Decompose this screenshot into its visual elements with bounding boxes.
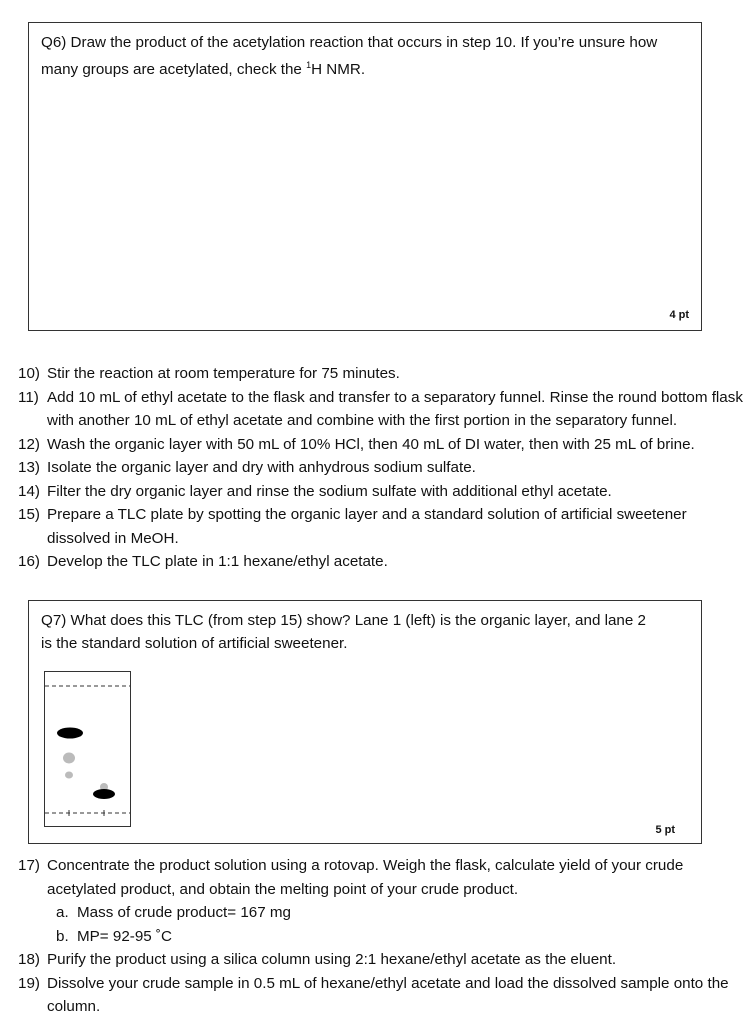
step-19: 19) Dissolve your crude sample in 0.5 mL of hexane/ethyl acetate and load the dissolved sample onto the column. [18,974,729,1015]
step-10: 10) Stir the reaction at room temperature for 75 minutes. [18,365,400,382]
q6-answer-box[interactable] [28,22,702,331]
q7-points: 5 pt [655,824,675,836]
procedure-steps-10-16 [18,362,744,574]
q6-points: 4 pt [669,309,689,321]
step-17b-melting-point: b. MP= 92-95 ˚C [56,927,172,945]
step-12: 12) Wash the organic layer with 50 mL of 10% HCl, then 40 mL of DI water, then with 25 mL of brine. [18,435,695,453]
step-17: 17) Concentrate the product solution using a rotovap. Weigh the flask, calculate yield of your crude acetylated product, and obtain the melting point of your crude product. [18,857,684,898]
tlc-plate-border [45,672,131,827]
step-16: 16) Develop the TLC plate in 1:1 hexane/ethyl acetate. [18,553,388,570]
tlc-spot-lane1-light-a [63,753,75,764]
step-14: 14) Filter the dry organic layer and rinse the sodium sulfate with additional ethyl acetate. [18,482,612,500]
step-11: 11) Add 10 mL of ethyl acetate to the flask and transfer to a separatory funnel. Rinse the round bottom flask with another 10 mL of ethyl acetate and combine with the first portion in the separatory funnel. [18,388,743,429]
step-15: 15) Prepare a TLC plate by spotting the organic layer and a standard solution of artificial sweetener dissolved in MeOH. [18,506,687,547]
q7-answer-box[interactable] [28,600,702,844]
tlc-spot-lane2-dark [93,789,115,799]
tlc-spot-lane1-dark [57,728,83,739]
procedure-steps-17-19 [18,854,738,1019]
q7-question: Q7) What does this TLC (from step 15) show? Lane 1 (left) is the organic layer, and lane 2 is the standard solution of artificial sweetener. [41,612,646,652]
q6-question: Q6) Draw the product of the acetylation reaction that occurs in step 10. If you’re unsure how many groups are acetylated, check the $^1$H NMR. [41,34,658,79]
tlc-plate [44,671,134,831]
step-13: 13) Isolate the organic layer and dry with anhydrous sodium sulfate. [18,459,476,476]
step-17a-mass: a. Mass of crude product= 167 mg [56,904,292,921]
step-18: 18) Purify the product using a silica column using 2:1 hexane/ethyl acetate as the eluent. [18,951,617,968]
tlc-spot-lane1-light-b [65,772,73,779]
